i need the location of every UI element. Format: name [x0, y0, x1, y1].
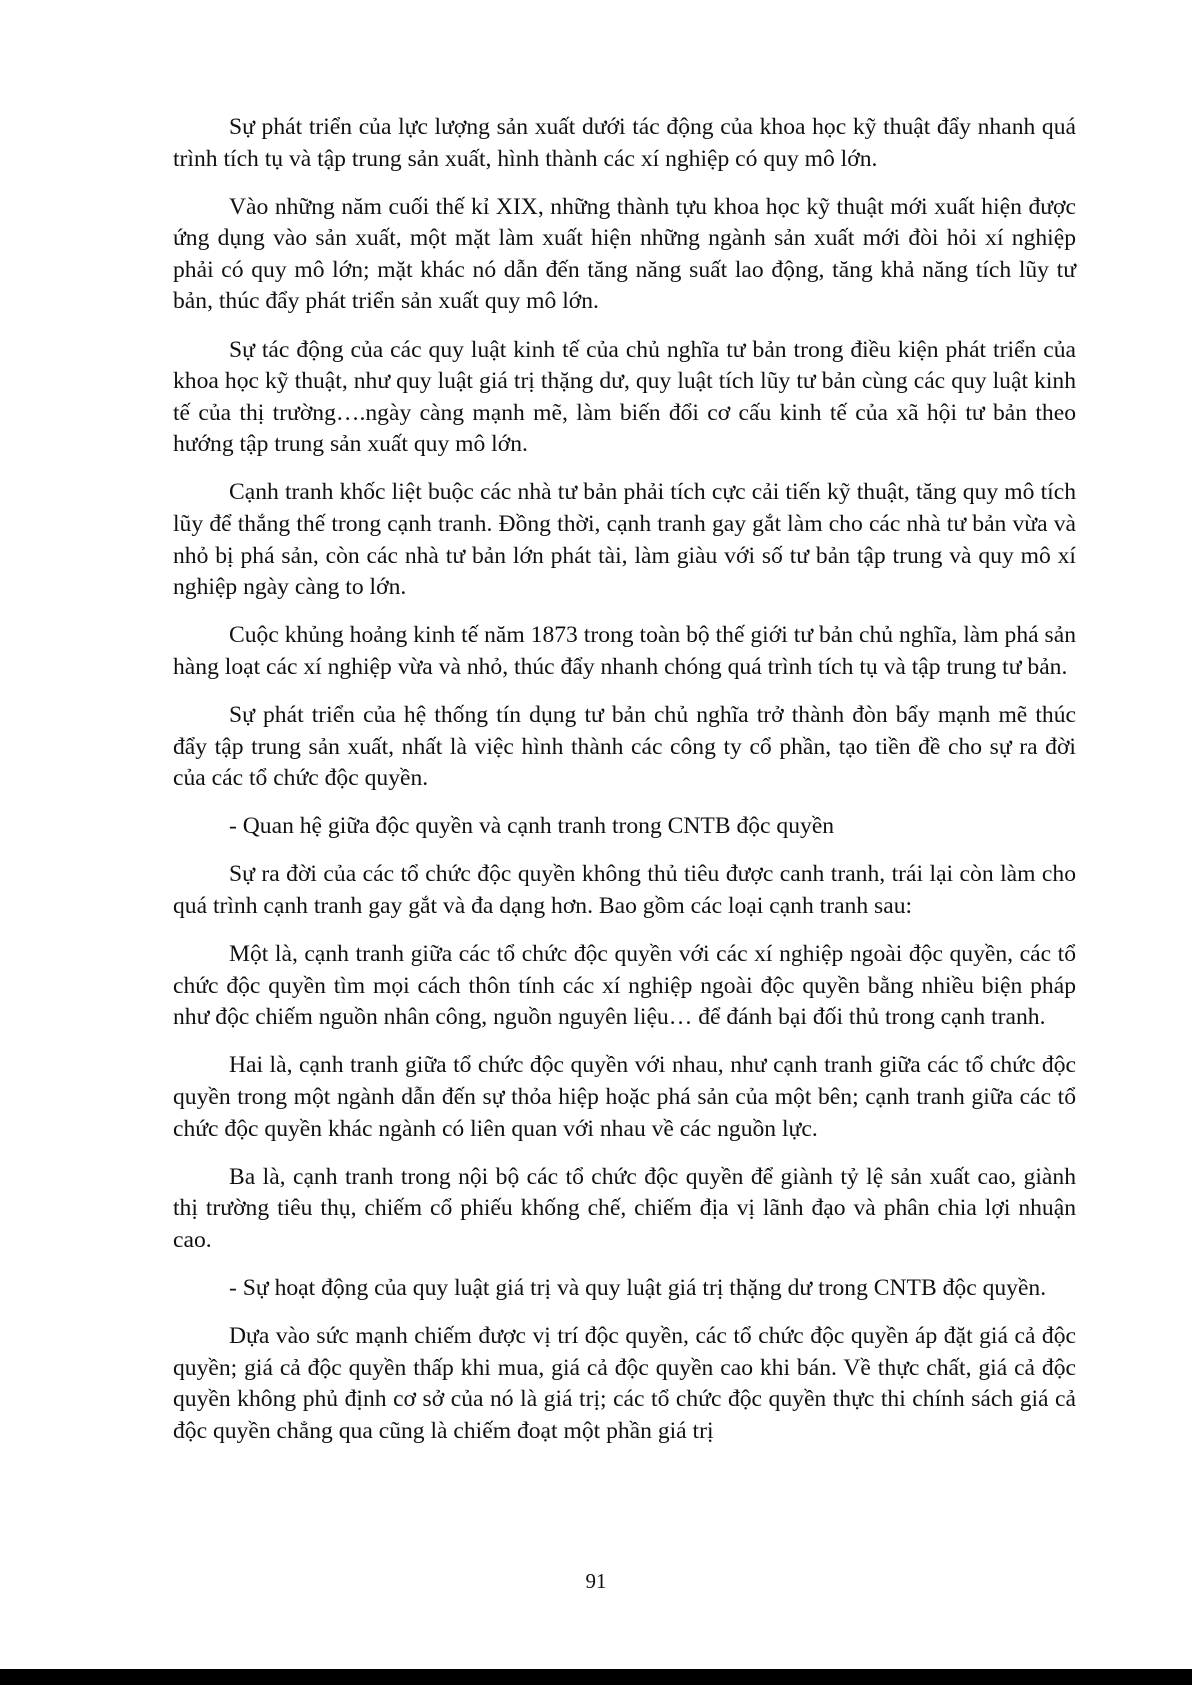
section-heading: - Quan hệ giữa độc quyền và cạnh tranh trong CNTB độc quyền: [229, 813, 835, 840]
paragraph: Sự phát triển của lực lượng sản xuất dưới tác động của khoa học kỹ thuật đẩy nhanh quá trình tích tụ và tập trung sản xuất, hình thành các xí nghiệp có quy mô lớn.: [173, 114, 1076, 172]
paragraph: Cuộc khủng hoảng kinh tế năm 1873 trong toàn bộ thế giới tư bản chủ nghĩa, làm phá sản hàng loạt các xí nghiệp vừa và nhỏ, thúc đẩy nhanh chóng quá trình tích tụ và tập trung tư bản.: [173, 622, 1076, 680]
paragraph: Dựa vào sức mạnh chiếm được vị trí độc quyền, các tổ chức độc quyền áp đặt giá cả độc quyền; giá cả độc quyền thấp khi mua, giá cả độc quyền cao khi bán. Về thực chất, giá cả độc quyền không phủ định cơ sở của nó là giá trị; các tổ chức độc quyền thực thi chính sách giá cả độc quyền chẳng qua cũng là chiếm đoạt một phần giá trị: [173, 1323, 1076, 1444]
paragraph: Cạnh tranh khốc liệt buộc các nhà tư bản phải tích cực cải tiến kỹ thuật, tăng quy mô tích lũy để thắng thế trong cạnh tranh. Đồng thời, cạnh tranh gay gắt làm cho các nhà tư bản vừa và nhỏ bị phá sản, còn các nhà tư bản lớn phát tài, làm giàu với số tư bản tập trung và quy mô xí nghiệp ngày càng to lớn.: [173, 479, 1076, 601]
body-text: [173, 112, 1076, 1447]
section-heading: - Sự hoạt động của quy luật giá trị và quy luật giá trị thặng dư trong CNTB độc quyền.: [229, 1274, 1047, 1301]
paragraph: Sự ra đời của các tổ chức độc quyền không thủ tiêu được canh tranh, trái lại còn làm cho quá trình cạnh tranh gay gắt và đa dạng hơn. Bao gồm các loại cạnh tranh sau:: [173, 861, 1076, 919]
scan-border: [0, 1669, 1192, 1685]
paragraph: Ba là, cạnh tranh trong nội bộ các tổ chức độc quyền để giành tỷ lệ sản xuất cao, giành thị trường tiêu thụ, chiếm cổ phiếu khống chế, chiếm địa vị lãnh đạo và phân chia lợi nhuận cao.: [173, 1163, 1076, 1253]
paragraph: Một là, cạnh tranh giữa các tổ chức độc quyền với các xí nghiệp ngoài độc quyền, các tổ chức độc quyền tìm mọi cách thôn tính các xí nghiệp ngoài độc quyền bằng nhiều biện pháp như độc chiếm nguồn nhân công, nguồn nguyên liệu… để đánh bại đối thủ trong cạnh tranh.: [173, 941, 1076, 1031]
paragraph: Vào những năm cuối thế kỉ XIX, những thành tựu khoa học kỹ thuật mới xuất hiện được ứng dụng vào sản xuất, một mặt làm xuất hiện những ngành sản xuất mới đòi hỏi xí nghiệp phải có quy mô lớn; mặt khác nó dẫn đến tăng năng suất lao động, tăng khả năng tích lũy tư bản, thúc đẩy phát triển sản xuất quy mô lớn.: [173, 193, 1076, 315]
paragraph: Sự tác động của các quy luật kinh tế của chủ nghĩa tư bản trong điều kiện phát triển của khoa học kỹ thuật, như quy luật giá trị thặng dư, quy luật tích lũy tư bản cùng các quy luật kinh tế của thị trường….ngày càng mạnh mẽ, làm biến đổi cơ cấu kinh tế của xã hội tư bản theo hướng tập trung sản xuất quy mô lớn.: [173, 336, 1076, 458]
paragraph: Hai là, cạnh tranh giữa tổ chức độc quyền với nhau, như cạnh tranh giữa các tổ chức độc quyền trong một ngành dẫn đến sự thỏa hiệp hoặc phá sản của một bên; cạnh tranh giữa các tổ chức độc quyền khác ngành có liên quan với nhau về các nguồn lực.: [173, 1052, 1076, 1142]
page-number: 91: [585, 1569, 607, 1593]
paragraph: Sự phát triển của hệ thống tín dụng tư bản chủ nghĩa trở thành đòn bẩy mạnh mẽ thúc đẩy tập trung sản xuất, nhất là việc hình thành các công ty cổ phần, tạo tiền đề cho sự ra đời của các tổ chức độc quyền.: [173, 702, 1076, 792]
